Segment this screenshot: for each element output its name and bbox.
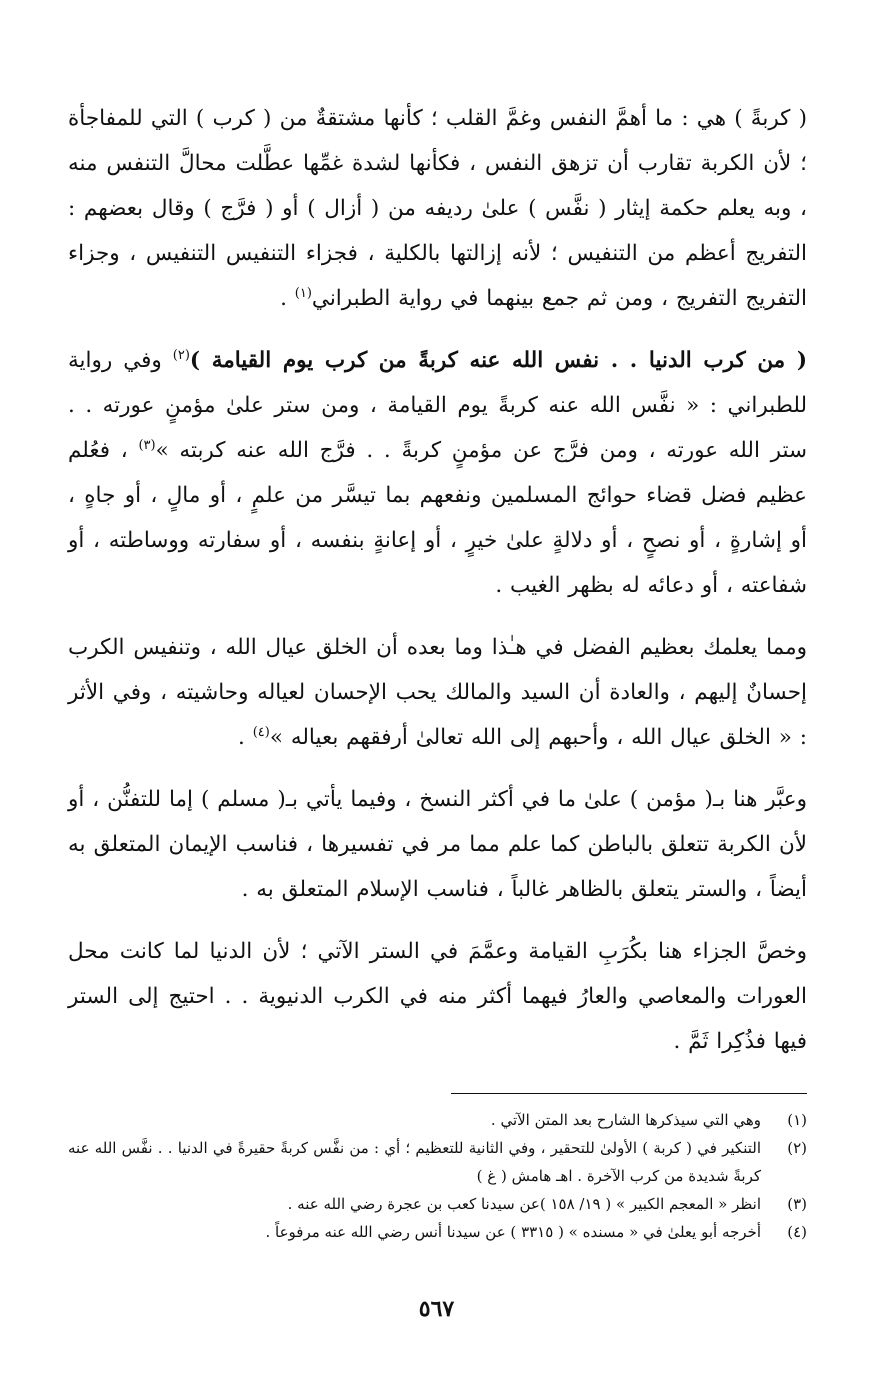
footnote-number: (٢) (787, 1139, 807, 1157)
footnote-ref[interactable]: (١) (294, 285, 312, 301)
paragraph-4 (68, 777, 807, 912)
paragraph-1 (68, 96, 807, 321)
footnote-number: (٣) (787, 1195, 807, 1213)
page-number: ٥٦٧ (418, 1296, 455, 1322)
footnotes (68, 1106, 807, 1246)
footnote-text: انظر « المعجم الكبير » ( ١٩/ ١٥٨ )عن سيدنا كعب بن عجرة رضي الله عنه . (287, 1195, 761, 1213)
paragraph-tail: . (238, 725, 253, 750)
footnote-3 (68, 1190, 807, 1218)
paragraph-2 (68, 338, 807, 608)
paragraph-text: وعبَّر هنا بـ( مؤمن ) علىٰ ما في أكثر النسخ ، وفيما يأتي بـ( مسلم ) إما للتفنُّن ، أو لأن الكربة تتعلق بالباطن كما علم مما مر في تفسيرها ، فناسب الإيمان المتعلق به أيضاً ، والستر يتعلق بالظاهر غالباً ، فناسب الإسلام المتعلق به . (68, 787, 807, 902)
footnote-text: التنكير في ( كربة ) الأولىٰ للتحقير ، وفي الثانية للتعظيم ؛ أي : من نفَّس كربةً حقيرةً في الدنيا . . نفَّس الله عنه كربةً شديدة من كرب الآخرة . اهـ هامش ( غ ) (68, 1139, 761, 1185)
footnote-number: (١) (787, 1111, 807, 1129)
main-text (68, 96, 807, 1064)
paragraph-5 (68, 929, 807, 1064)
footnote-ref[interactable]: (٢) (172, 347, 190, 363)
paragraph-tail: . (280, 286, 295, 311)
footnote-text: أخرجه أبو يعلىٰ في « مسنده » ( ٣٣١٥ ) عن سيدنا أنس رضي الله عنه مرفوعاً . (265, 1223, 761, 1241)
footnote-ref[interactable]: (٤) (252, 724, 270, 740)
paragraph-text: وخصَّ الجزاء هنا بكُرَبِ القيامة وعمَّمَ في الستر الآتي ؛ لأن الدنيا لما كانت محل العورات والمعاصي والعارُ فيهما أكثر منه في الكرب الدنيوية . . احتيج إلى الستر فيها فذُكِرا ثَمَّ . (68, 939, 807, 1054)
footnote-4 (68, 1218, 807, 1246)
footnote-ref[interactable]: (٣) (138, 437, 156, 453)
paragraph-text: ( كربةً ) هي : ما أهمَّ النفس وغمَّ القلب ؛ كأنها مشتقةٌ من ( كرب ) التي للمفاجأة ؛ لأن الكربة تقارب أن تزهق النفس ، فكأنها لشدة غمِّها عطَّلت محالَّ التنفس منه ، وبه يعلم حكمة إيثار ( نفَّس ) علىٰ رديفه من ( أزال ) أو ( فرَّج ) وقال بعضهم : التفريج أعظم من التنفيس ؛ لأنه إزالتها بالكلية ، فجزاء التنفيس التنفيس ، وجزاء التفريج التفريج ، ومن ثم جمع بينهما في رواية الطبراني (68, 106, 808, 311)
paragraph-text: ومما يعلمك بعظيم الفضل في هـٰذا وما بعده أن الخلق عيال الله ، وتنفيس الكرب إحسانٌ إليهم ، والعادة أن السيد والمالك يحب الإحسان لعياله وحاشيته ، وفي الأثر : « الخلق عيال الله ، وأحبهم إلى الله تعالىٰ أرفقهم بعياله » (68, 635, 807, 750)
paragraph-tail: ، فعُلم عظيم فضل قضاء حوائج المسلمين ونفعهم بما تيسَّر من علمٍ ، أو مالٍ ، أو جاهٍ ، أو إشارةٍ ، أو نصحٍ ، أو دلالةٍ علىٰ خيرٍ ، أو إعانةٍ بنفسه ، أو سفارته ووساطته ، أو شفاعته ، أو دعائه له بظهر الغيب . (68, 438, 807, 598)
footnote-1 (68, 1106, 807, 1134)
paragraph-text: وفي رواية للطبراني : « نفَّس الله عنه كربةً يوم القيامة ، ومن ستر علىٰ مؤمنٍ عورته . . ستر الله عورته ، ومن فرَّج عن مؤمنٍ كربةً . . فرَّج الله عنه كربته » (68, 348, 807, 463)
footnote-2 (68, 1134, 807, 1190)
paragraph-3 (68, 625, 807, 760)
footnote-number: (٤) (787, 1223, 807, 1241)
hadith-quote: ( من كرب الدنيا . . نفس الله عنه كربةً من كرب يوم القيامة ) (189, 348, 807, 373)
footnote-text: وهي التي سيذكرها الشارح بعد المتن الآتي . (490, 1111, 761, 1129)
footnote-divider (451, 1093, 807, 1094)
